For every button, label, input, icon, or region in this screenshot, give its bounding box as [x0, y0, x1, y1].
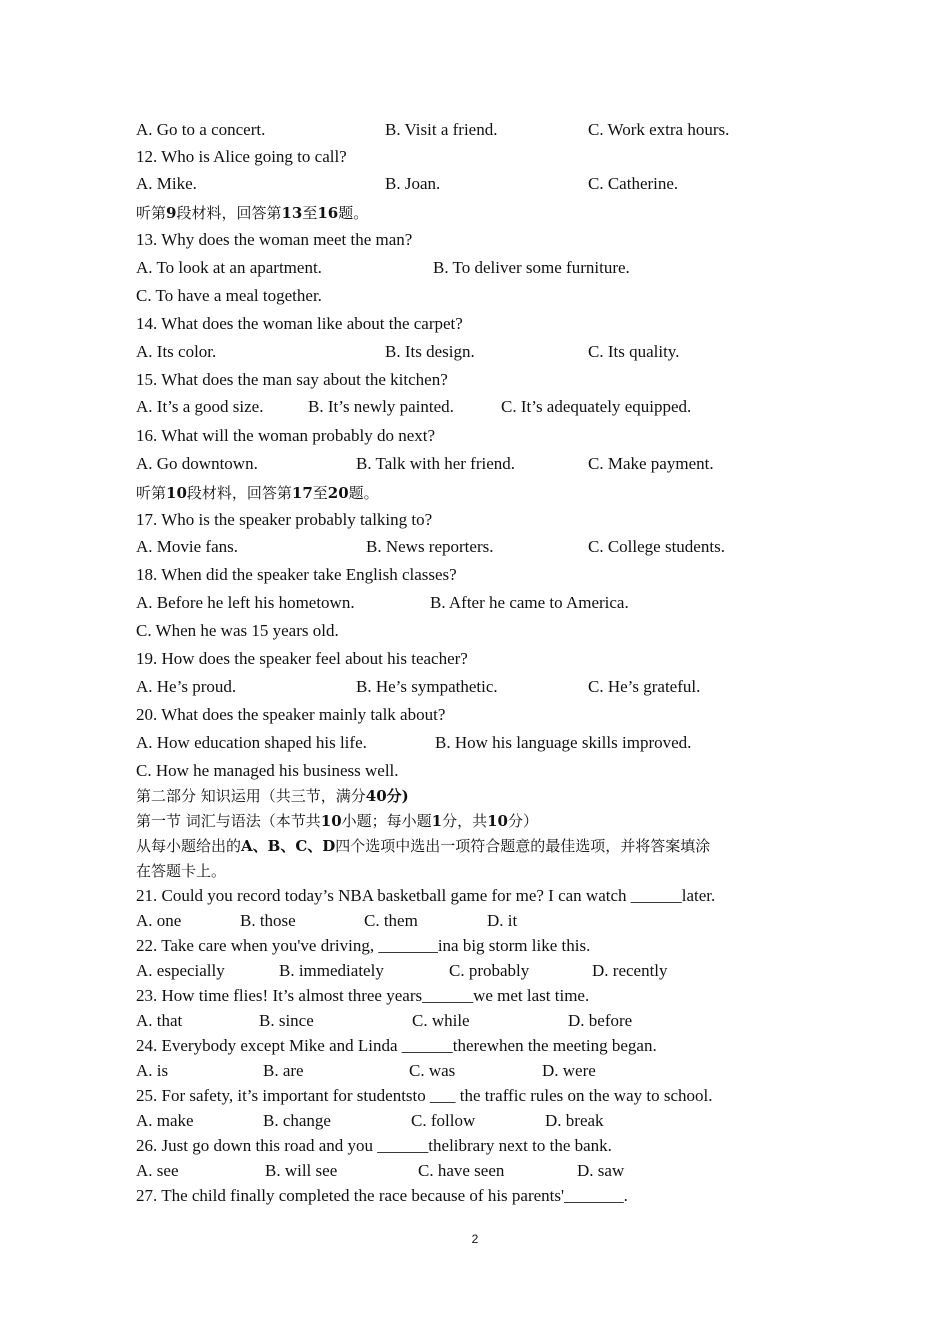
section10-end: 20 — [327, 484, 349, 502]
q13-option-b: B. To deliver some furniture. — [433, 258, 630, 277]
q13-option-c: C. To have a meal together. — [136, 286, 322, 305]
q25-option-d: D. break — [545, 1111, 604, 1130]
q20-option-b: B. How his language skills improved. — [435, 733, 692, 752]
instructions-letters: A、B、C、D — [241, 837, 336, 855]
q19-stem: 19. How does the speaker feel about his teacher? — [136, 649, 468, 668]
section9-heading — [136, 203, 368, 223]
q24-stem: 24. Everybody except Mike and Linda ______therewhen the meeting began. — [136, 1036, 657, 1055]
section10-text-4: 题。 — [348, 484, 379, 502]
section10-text-2: 段材料，回答第 — [186, 484, 292, 502]
section9-text-3: 至 — [302, 204, 318, 222]
q17-stem: 17. Who is the speaker probably talking to? — [136, 510, 433, 529]
section10-heading — [136, 483, 379, 503]
instructions-text-1: 从每小题给出的 — [136, 837, 242, 855]
section9-text-1: 听第 — [136, 204, 167, 222]
q14-option-b: B. Its design. — [385, 342, 475, 361]
section1-text-3: 分，共 — [442, 812, 488, 830]
q22-option-c: C. probably — [449, 961, 530, 980]
q13-option-a: A. To look at an apartment. — [136, 258, 322, 277]
q22-option-a: A. especially — [136, 961, 225, 980]
q16-stem: 16. What will the woman probably do next? — [136, 426, 436, 445]
q12-stem: 12. Who is Alice going to call? — [136, 147, 347, 166]
q21-option-d: D. it — [487, 911, 518, 930]
q25-option-b: B. change — [263, 1111, 331, 1130]
section1-text-4: 分） — [508, 812, 539, 830]
instructions-line1 — [136, 836, 710, 856]
instructions-line2: 在答题卡上。 — [136, 862, 227, 880]
q21-option-b: B. those — [240, 911, 296, 930]
section10-number: 10 — [166, 484, 187, 502]
q17-option-a: A. Movie fans. — [136, 537, 238, 556]
part2-unit: 分) — [386, 787, 409, 805]
q15-option-c: C. It’s adequately equipped. — [501, 397, 692, 416]
q24-option-c: C. was — [409, 1061, 456, 1080]
q22-option-d: D. recently — [592, 961, 668, 980]
section9-start: 13 — [281, 204, 303, 222]
section10-start: 17 — [291, 484, 313, 502]
part2-title: 第二部分 知识运用（共三节，满分 — [136, 787, 366, 805]
q27-stem: 27. The child finally completed the race because of his parents'_______. — [136, 1186, 628, 1205]
section9-text-4: 题。 — [338, 204, 369, 222]
q26-option-a: A. see — [136, 1161, 179, 1180]
q23-option-b: B. since — [259, 1011, 314, 1030]
section9-number: 9 — [166, 204, 177, 222]
q16-option-b: B. Talk with her friend. — [356, 454, 516, 473]
q18-option-c: C. When he was 15 years old. — [136, 621, 339, 640]
q19-option-a: A. He’s proud. — [136, 677, 237, 696]
section10-text-1: 听第 — [136, 484, 167, 502]
q14-option-c: C. Its quality. — [588, 342, 680, 361]
q22-stem: 22. Take care when you've driving, _______ina big storm like this. — [136, 936, 591, 955]
q20-option-a: A. How education shaped his life. — [136, 733, 367, 752]
section9-end: 16 — [317, 204, 339, 222]
q26-option-b: B. will see — [265, 1161, 338, 1180]
part2-score: 40 — [365, 787, 387, 805]
q26-stem: 26. Just go down this road and you ______thelibrary next to the bank. — [136, 1136, 612, 1155]
q15-option-a: A. It’s a good size. — [136, 397, 264, 416]
q16-option-c: C. Make payment. — [588, 454, 714, 473]
q23-stem: 23. How time flies! It’s almost three years______we met last time. — [136, 986, 590, 1005]
q21-option-c: C. them — [364, 911, 418, 930]
q26-option-c: C. have seen — [418, 1161, 505, 1180]
section1-points-each: 1 — [431, 812, 443, 830]
q20-stem: 20. What does the speaker mainly talk about? — [136, 705, 446, 724]
q17-option-b: B. News reporters. — [366, 537, 494, 556]
section10-text-3: 至 — [312, 484, 328, 502]
section1-total: 10 — [487, 812, 508, 830]
q12-option-a: A. Mike. — [136, 174, 197, 193]
instructions-text-2: 四个选项中选出一项符合题意的最佳选项，并将答案填涂 — [335, 837, 711, 855]
q15-option-b: B. It’s newly painted. — [308, 397, 454, 416]
q19-option-c: C. He’s grateful. — [588, 677, 701, 696]
q25-stem: 25. For safety, it’s important for studentsto ___ the traffic rules on the way to school. — [136, 1086, 713, 1105]
section1-text-2: 小题；每小题 — [341, 812, 432, 830]
part2-heading — [136, 786, 409, 806]
q21-stem: 21. Could you record today’s NBA basketball game for me? I can watch ______later. — [136, 886, 716, 905]
section1-heading — [136, 811, 538, 831]
q16-option-a: A. Go downtown. — [136, 454, 258, 473]
q24-option-a: A. is — [136, 1061, 169, 1080]
q14-option-a: A. Its color. — [136, 342, 217, 361]
q26-option-d: D. saw — [577, 1161, 625, 1180]
q24-option-d: D. were — [542, 1061, 596, 1080]
q12-option-b: B. Joan. — [385, 174, 441, 193]
q23-option-d: D. before — [568, 1011, 633, 1030]
q15-stem: 15. What does the man say about the kitchen? — [136, 370, 448, 389]
section1-text-1: 第一节 词汇与语法（本节共 — [136, 812, 321, 830]
q11-option-b: B. Visit a friend. — [385, 120, 498, 139]
q23-option-c: C. while — [412, 1011, 470, 1030]
q18-option-b: B. After he came to America. — [430, 593, 629, 612]
q11-option-c: C. Work extra hours. — [588, 120, 730, 139]
section1-count: 10 — [320, 812, 342, 830]
q13-stem: 13. Why does the woman meet the man? — [136, 230, 413, 249]
q20-option-c: C. How he managed his business well. — [136, 761, 399, 780]
page-number: 2 — [471, 1232, 479, 1246]
q18-stem: 18. When did the speaker take English classes? — [136, 565, 457, 584]
q22-option-b: B. immediately — [279, 961, 384, 980]
q11-option-a: A. Go to a concert. — [136, 120, 266, 139]
q23-option-a: A. that — [136, 1011, 183, 1030]
q21-option-a: A. one — [136, 911, 182, 930]
q17-option-c: C. College students. — [588, 537, 725, 556]
q18-option-a: A. Before he left his hometown. — [136, 593, 355, 612]
q24-option-b: B. are — [263, 1061, 304, 1080]
q12-option-c: C. Catherine. — [588, 174, 679, 193]
section9-text-2: 段材料，回答第 — [176, 204, 282, 222]
q25-option-c: C. follow — [411, 1111, 476, 1130]
q14-stem: 14. What does the woman like about the carpet? — [136, 314, 463, 333]
q19-option-b: B. He’s sympathetic. — [356, 677, 498, 696]
q25-option-a: A. make — [136, 1111, 194, 1130]
